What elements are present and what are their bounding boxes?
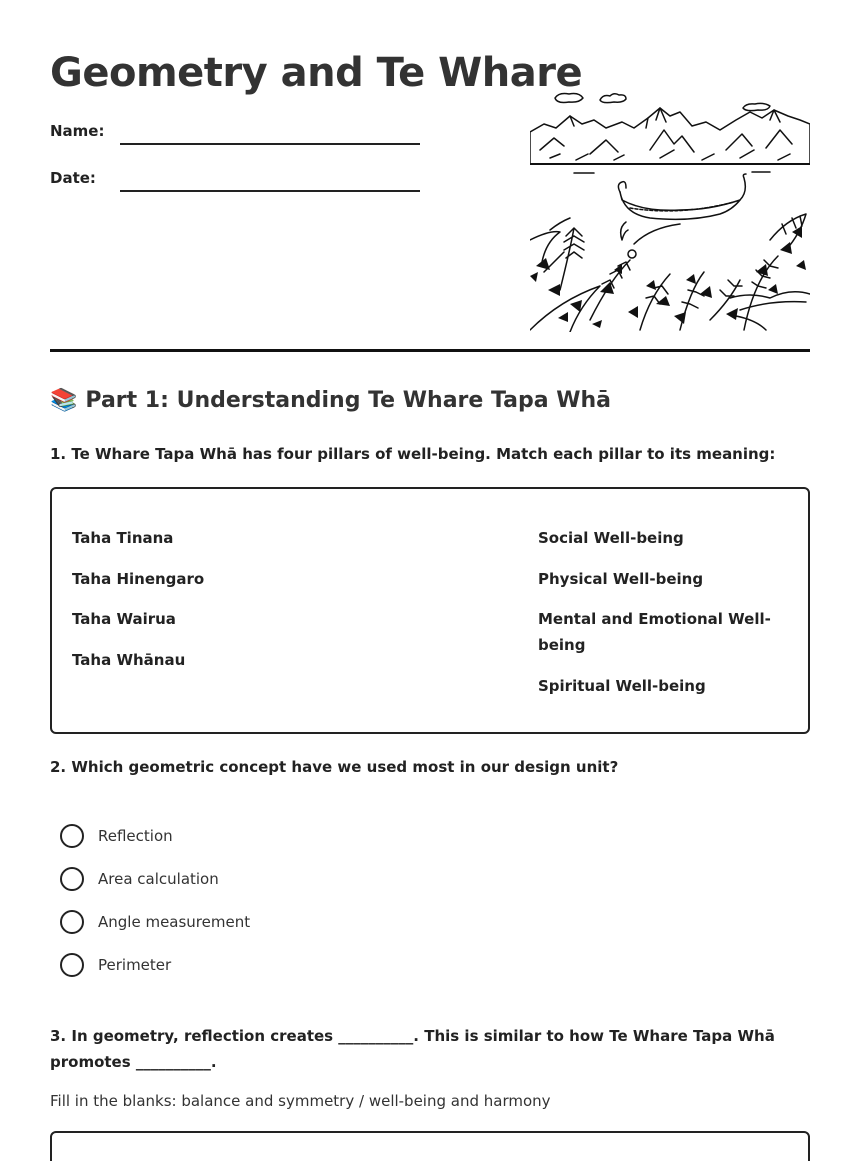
books-icon: 📚 [50, 388, 78, 413]
meaning-item[interactable]: Spiritual Well-being [538, 676, 706, 695]
part1-heading [50, 388, 611, 413]
meaning-item[interactable]: Physical Well-being [538, 569, 704, 588]
landscape-illustration [530, 90, 810, 332]
question-2: 2. Which geometric concept have we used most in our design unit? [50, 758, 619, 776]
option-label: Angle measurement [98, 913, 251, 931]
option-reflection[interactable] [60, 823, 173, 849]
pillar-item[interactable]: Taha Tinana [72, 529, 174, 547]
radio-button[interactable] [60, 867, 84, 891]
answer-box[interactable] [50, 1131, 810, 1161]
pillars-column [72, 525, 372, 687]
radio-button[interactable] [60, 910, 84, 934]
radio-button[interactable] [60, 824, 84, 848]
pillar-item[interactable]: Taha Wairua [72, 610, 176, 628]
radio-button[interactable] [60, 953, 84, 977]
option-label: Perimeter [98, 956, 172, 974]
name-label: Name: [50, 122, 105, 140]
question-3: 3. In geometry, reflection creates __________. This is similar to how Te Whare Tapa Whā promotes __________. [50, 1027, 775, 1071]
option-area-calculation[interactable] [60, 866, 219, 892]
meaning-item[interactable]: Mental and Emotional Well-being [538, 610, 771, 654]
pillar-item[interactable]: Taha Whānau [72, 650, 186, 669]
meaning-item[interactable]: Social Well-being [538, 529, 684, 547]
meanings-column [538, 525, 778, 713]
matching-box [50, 487, 810, 734]
option-label: Reflection [98, 827, 173, 845]
name-input-line[interactable] [120, 143, 420, 145]
question-3-hint: Fill in the blanks: balance and symmetry / well-being and harmony [50, 1092, 551, 1110]
question-1: 1. Te Whare Tapa Whā has four pillars of well-being. Match each pillar to its meaning: [50, 445, 776, 463]
part1-heading-text: Part 1: Understanding Te Whare Tapa Whā [85, 388, 612, 413]
pillar-item[interactable]: Taha Hinengaro [72, 569, 205, 588]
date-input-line[interactable] [120, 190, 420, 192]
date-label: Date: [50, 169, 96, 187]
header-divider [50, 349, 810, 352]
option-angle-measurement[interactable] [60, 909, 250, 935]
option-perimeter[interactable] [60, 952, 171, 978]
worksheet-title: Geometry and Te Whare [50, 50, 583, 96]
option-label: Area calculation [98, 870, 219, 888]
